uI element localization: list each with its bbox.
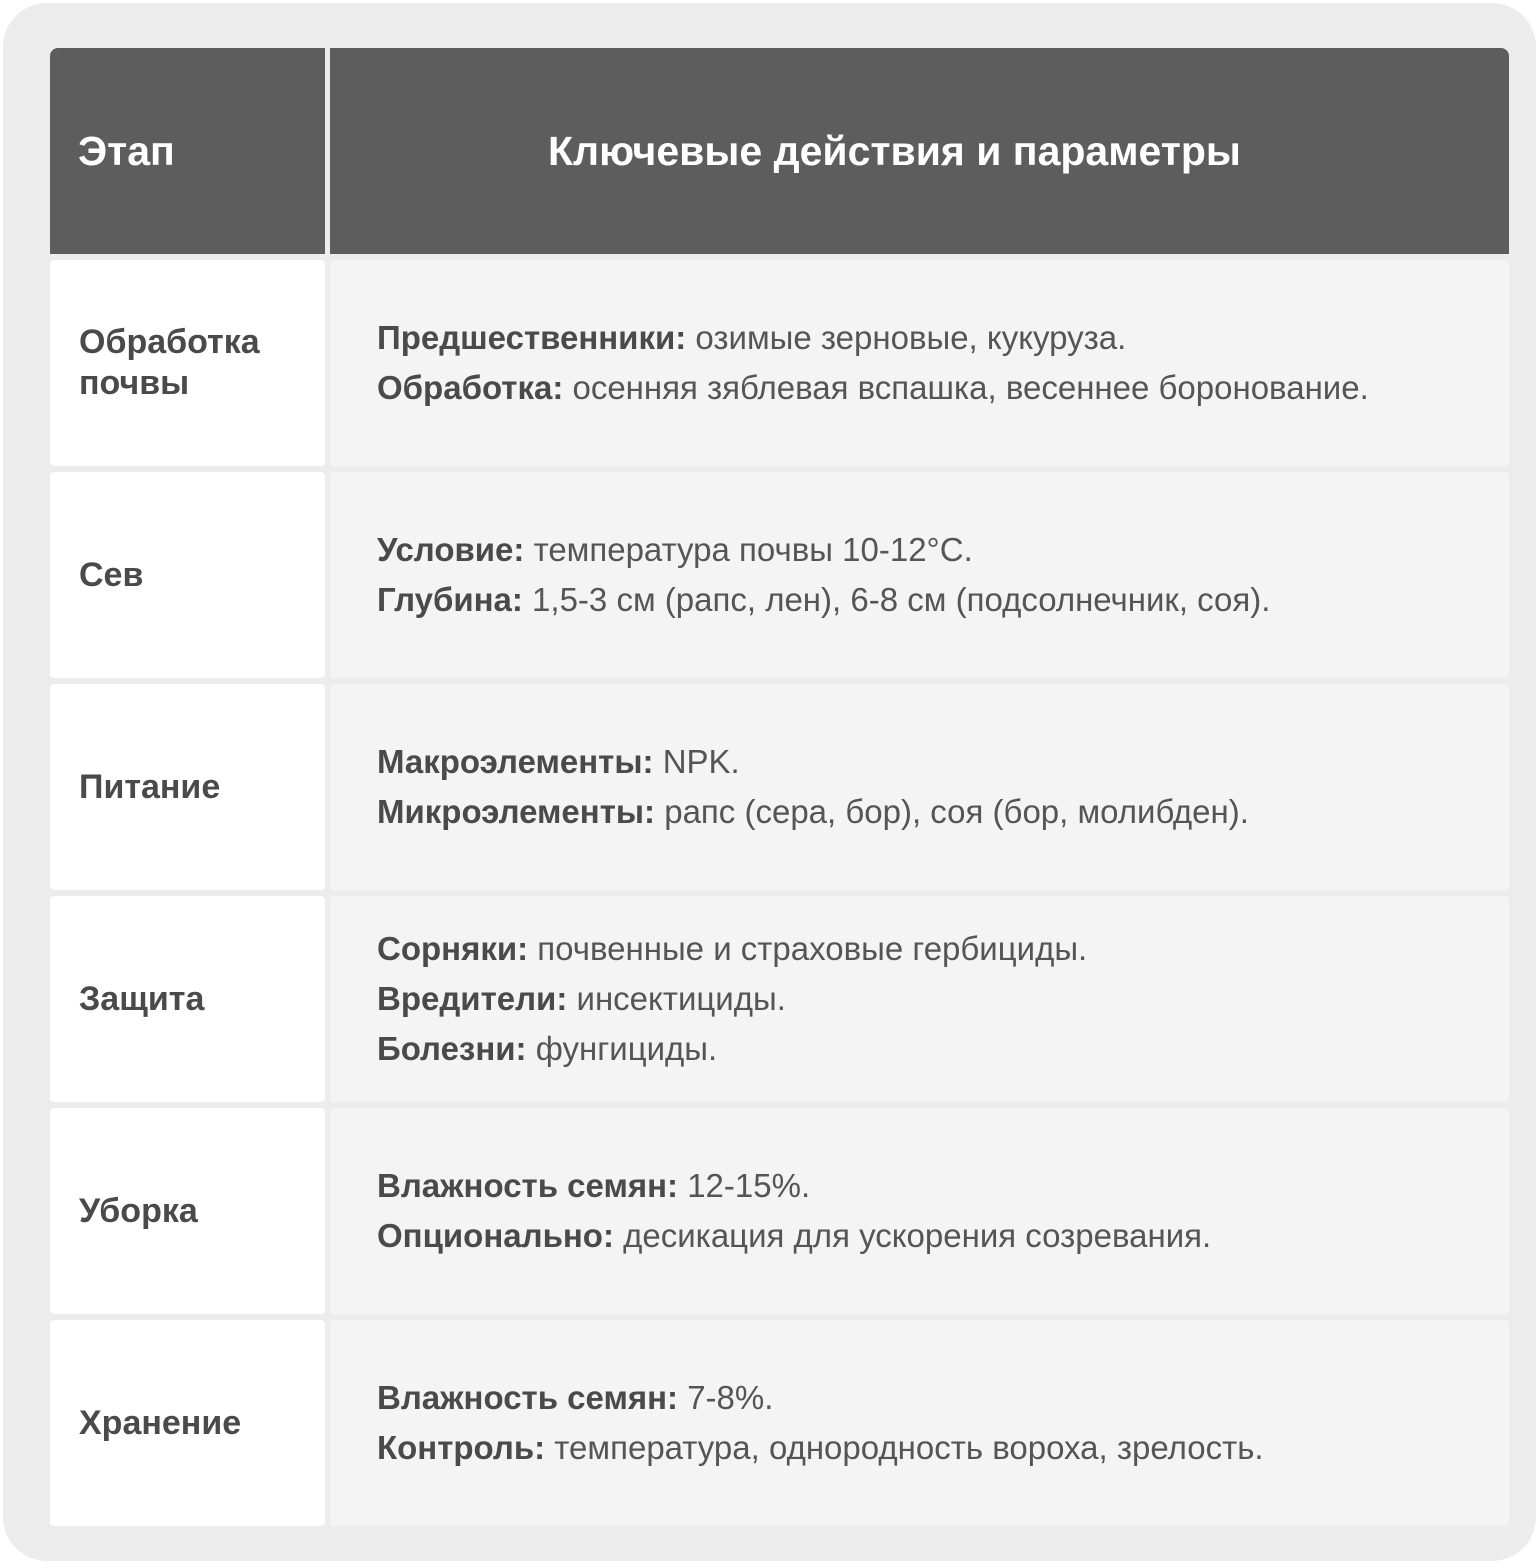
actions-cell	[330, 1108, 1509, 1314]
action-text: 12-15%.	[678, 1167, 811, 1204]
action-label: Микроэлементы:	[377, 793, 656, 830]
action-text: десикация для ускорения созревания.	[613, 1217, 1212, 1254]
table-card	[3, 3, 1536, 1561]
action-label: Условие:	[377, 531, 525, 568]
actions-cell	[330, 260, 1509, 466]
stage-cell: Сев	[50, 472, 325, 678]
action-text: осенняя зяблевая вспашка, весеннее боронование.	[563, 369, 1369, 406]
action-label: Опционально:	[377, 1217, 614, 1254]
stage-cell: Хранение	[50, 1320, 325, 1526]
stages-table	[50, 48, 1509, 1526]
action-line	[377, 787, 1509, 837]
action-line	[377, 1161, 1509, 1211]
action-text: озимые зерновые, кукуруза.	[686, 319, 1127, 356]
stage-cell: Уборка	[50, 1108, 325, 1314]
stage-cell: Защита	[50, 896, 325, 1102]
action-text: NPK.	[653, 743, 740, 780]
action-label: Болезни:	[377, 1030, 527, 1067]
action-line	[377, 363, 1509, 413]
action-label: Контроль:	[377, 1429, 546, 1466]
actions-cell	[330, 472, 1509, 678]
action-text: инсектициды.	[567, 980, 786, 1017]
action-label: Макроэлементы:	[377, 743, 654, 780]
action-line	[377, 1211, 1509, 1261]
action-text: фунгициды.	[526, 1030, 718, 1067]
action-label: Влажность семян:	[377, 1167, 679, 1204]
action-line	[377, 1373, 1509, 1423]
action-line	[377, 1024, 1509, 1074]
actions-cell	[330, 684, 1509, 890]
actions-cell	[330, 896, 1509, 1102]
action-text: 1,5-3 см (рапс, лен), 6-8 см (подсолнечник, соя).	[522, 581, 1271, 618]
action-line	[377, 575, 1509, 625]
stage-cell: Обработка почвы	[50, 260, 325, 466]
action-label: Предшественники:	[377, 319, 687, 356]
action-line	[377, 525, 1509, 575]
action-text: температура, однородность вороха, зрелость.	[545, 1429, 1264, 1466]
action-label: Сорняки:	[377, 930, 529, 967]
header-actions: Ключевые действия и параметры	[330, 48, 1509, 254]
actions-cell	[330, 1320, 1509, 1526]
header-stage: Этап	[50, 48, 325, 254]
action-label: Вредители:	[377, 980, 568, 1017]
action-label: Влажность семян:	[377, 1379, 679, 1416]
action-line	[377, 1423, 1509, 1473]
action-label: Обработка:	[377, 369, 564, 406]
stage-cell: Питание	[50, 684, 325, 890]
action-text: почвенные и страховые гербициды.	[528, 930, 1088, 967]
action-line	[377, 313, 1509, 363]
action-text: 7-8%.	[678, 1379, 774, 1416]
action-line	[377, 974, 1509, 1024]
action-line	[377, 924, 1509, 974]
action-text: температура почвы 10-12°C.	[524, 531, 973, 568]
action-label: Глубина:	[377, 581, 523, 618]
action-text: рапс (сера, бор), соя (бор, молибден).	[655, 793, 1249, 830]
action-line	[377, 737, 1509, 787]
